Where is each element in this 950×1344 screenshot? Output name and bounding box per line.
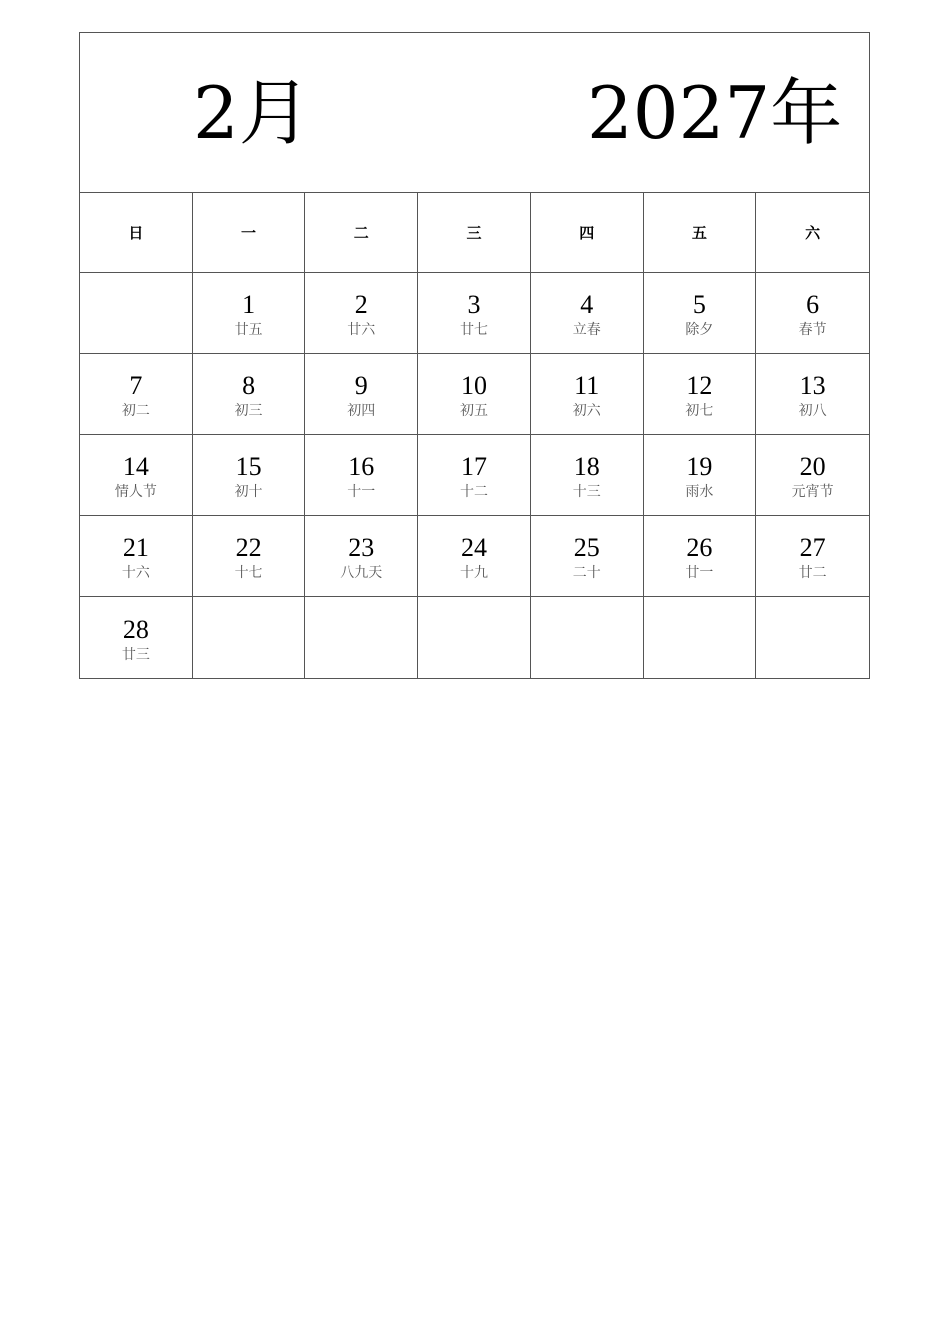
day-cell — [644, 516, 757, 597]
day-cell — [193, 354, 306, 435]
day-number: 18 — [573, 452, 600, 481]
empty-day-cell — [756, 597, 869, 678]
lunar-date: 初三 — [234, 403, 263, 419]
lunar-date: 初二 — [121, 403, 150, 419]
lunar-date: 初十 — [234, 484, 263, 500]
day-number: 23 — [348, 533, 375, 562]
day-number: 14 — [122, 452, 149, 481]
day-number: 5 — [692, 290, 706, 319]
empty-day-cell — [644, 597, 757, 678]
day-number: 28 — [122, 614, 149, 644]
weekday-mon: 一 — [193, 193, 306, 273]
lunar-date: 二十 — [572, 565, 601, 581]
day-cell — [305, 435, 418, 516]
weekday-thu: 四 — [531, 193, 644, 273]
weekday-sat: 六 — [756, 193, 869, 273]
lunar-date: 初四 — [347, 403, 376, 419]
day-cell — [644, 273, 757, 354]
day-cell — [531, 273, 644, 354]
day-number: 25 — [573, 533, 600, 562]
day-number: 7 — [129, 371, 143, 400]
empty-day-cell — [193, 597, 306, 678]
day-number: 20 — [799, 452, 826, 481]
day-cell — [418, 354, 531, 435]
day-cell — [305, 354, 418, 435]
day-cell — [418, 435, 531, 516]
month-title: 2月 — [193, 71, 311, 155]
day-number: 27 — [799, 533, 826, 562]
lunar-date: 初五 — [459, 403, 488, 419]
lunar-date: 初八 — [798, 403, 827, 419]
calendar — [79, 32, 870, 679]
day-cell — [80, 354, 193, 435]
day-cell — [80, 435, 193, 516]
lunar-date: 十三 — [572, 484, 601, 500]
lunar-date: 十九 — [459, 565, 488, 581]
empty-day-cell — [305, 597, 418, 678]
weekday-sun: 日 — [80, 193, 193, 273]
lunar-date: 廿一 — [685, 565, 714, 581]
day-number: 3 — [467, 290, 481, 319]
day-number: 24 — [460, 533, 487, 562]
day-cell — [756, 273, 869, 354]
lunar-date: 八九天 — [340, 565, 383, 581]
lunar-date: 初七 — [685, 403, 714, 419]
day-cell — [305, 273, 418, 354]
lunar-date: 春节 — [798, 322, 827, 338]
day-number: 19 — [686, 452, 713, 481]
lunar-date: 十一 — [347, 484, 376, 500]
day-cell — [193, 516, 306, 597]
lunar-date: 廿六 — [347, 322, 376, 338]
day-number: 26 — [686, 533, 713, 562]
calendar-header — [80, 33, 869, 193]
day-number: 2 — [354, 290, 368, 319]
lunar-date: 十七 — [234, 565, 263, 581]
weekday-tue: 二 — [305, 193, 418, 273]
lunar-date: 十二 — [459, 484, 488, 500]
day-number: 12 — [686, 371, 713, 400]
day-cell — [193, 273, 306, 354]
day-cell — [305, 516, 418, 597]
empty-day-cell — [80, 273, 193, 354]
weekday-row — [80, 193, 869, 273]
lunar-date: 初六 — [572, 403, 601, 419]
day-cell — [756, 435, 869, 516]
day-number: 9 — [354, 371, 368, 400]
lunar-date: 廿三 — [121, 646, 150, 663]
day-cell — [756, 354, 869, 435]
lunar-date: 除夕 — [685, 322, 714, 338]
day-number: 15 — [235, 452, 262, 481]
day-number: 16 — [348, 452, 375, 481]
lunar-date: 廿七 — [459, 322, 488, 338]
day-number: 22 — [235, 533, 262, 562]
day-cell — [80, 597, 193, 678]
day-number: 8 — [242, 371, 256, 400]
lunar-date: 立春 — [572, 322, 601, 338]
day-cell — [756, 516, 869, 597]
day-number: 6 — [806, 290, 820, 319]
empty-day-cell — [531, 597, 644, 678]
lunar-date: 元宵节 — [791, 484, 834, 500]
day-cell — [80, 516, 193, 597]
lunar-date: 廿二 — [798, 565, 827, 581]
day-cell — [531, 516, 644, 597]
day-grid — [80, 273, 869, 678]
year-title: 2027年 — [587, 71, 843, 155]
lunar-date: 十六 — [121, 565, 150, 581]
day-cell — [418, 516, 531, 597]
day-cell — [418, 273, 531, 354]
lunar-date: 廿五 — [234, 322, 263, 338]
day-number: 4 — [580, 290, 594, 319]
day-number: 1 — [242, 290, 256, 319]
day-number: 13 — [799, 371, 826, 400]
weekday-fri: 五 — [644, 193, 757, 273]
lunar-date: 雨水 — [685, 484, 714, 500]
day-number: 17 — [460, 452, 487, 481]
weekday-wed: 三 — [418, 193, 531, 273]
day-number: 21 — [122, 533, 149, 562]
day-number: 11 — [574, 371, 600, 400]
day-number: 10 — [460, 371, 487, 400]
empty-day-cell — [418, 597, 531, 678]
day-cell — [193, 435, 306, 516]
lunar-date: 情人节 — [114, 484, 157, 500]
day-cell — [531, 435, 644, 516]
day-cell — [644, 435, 757, 516]
day-cell — [531, 354, 644, 435]
day-cell — [644, 354, 757, 435]
